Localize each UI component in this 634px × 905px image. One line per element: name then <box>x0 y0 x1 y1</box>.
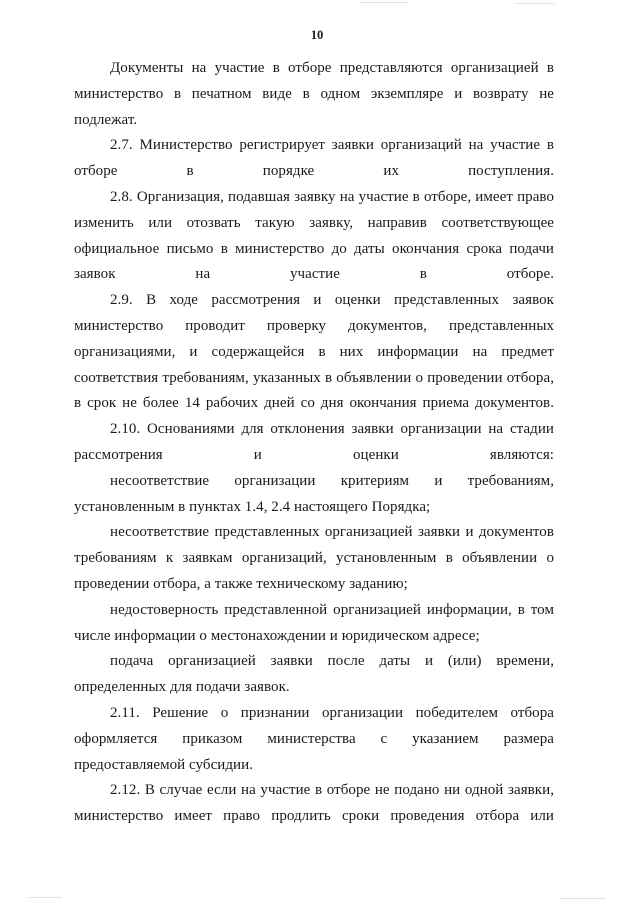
paragraph-2-11: 2.11. Решение о признании организации победителем отбора оформляется приказом министерства с указанием размера предоставляемой субсидии. <box>74 704 554 773</box>
list-item-late-submission: подача организацией заявки после даты и (или) времени, определенных для подачи заявок. <box>74 653 554 696</box>
list-item-requirements-mismatch: несоответствие представленных организацией заявки и документов требованиям к заявкам организаций, установленным в объявлении о проведении отбора, а также техническому заданию; <box>74 524 554 592</box>
scan-artifact-top-right <box>515 3 555 4</box>
scan-artifact-bottom-left <box>28 897 62 898</box>
paragraph-2-9: 2.9. В ходе рассмотрения и оценки представленных заявок министерство проводит проверку документов, представленных организациями, и содержащейся в них информации на предмет соответствия требованиям, указанных в объявлении о проведении отбора, в срок не более 14 рабочих дней со дня окончания приема документов. <box>74 292 554 412</box>
page-number: 10 <box>310 28 324 42</box>
scan-artifact-bottom-right <box>560 898 606 899</box>
list-item-criteria-mismatch: несоответствие организации критериям и требованиям, установленным в пунктах 1.4, 2.4 настоящего Порядка; <box>74 472 554 515</box>
paragraph-documents-submission: Документы на участие в отборе представляются организацией в министерство в печатном виде в одном экземпляре и возврату не подлежат. <box>74 60 554 128</box>
paragraph-2-8: 2.8. Организация, подавшая заявку на участие в отборе, имеет право изменить или отозвать такую заявку, направив соответствующее официальное письмо в министерство до даты окончания срока подачи заявок на участие в отборе. <box>74 188 554 283</box>
paragraph-2-7: 2.7. Министерство регистрирует заявки организаций на участие в отборе в порядке их поступления. <box>74 137 554 180</box>
document-body <box>74 56 554 830</box>
scan-artifact-top <box>360 2 408 3</box>
paragraph-2-10: 2.10. Основаниями для отклонения заявки организации на стадии рассмотрения и оценки являются: <box>74 421 554 463</box>
list-item-inaccurate-information: недостоверность представленной организацией информации, в том числе информации о местонахождении и юридическом адресе; <box>74 601 554 644</box>
paragraph-2-12: 2.12. В случае если на участие в отборе не подано ни одной заявки, министерство имеет право продлить сроки проведения отбора или <box>74 782 554 825</box>
